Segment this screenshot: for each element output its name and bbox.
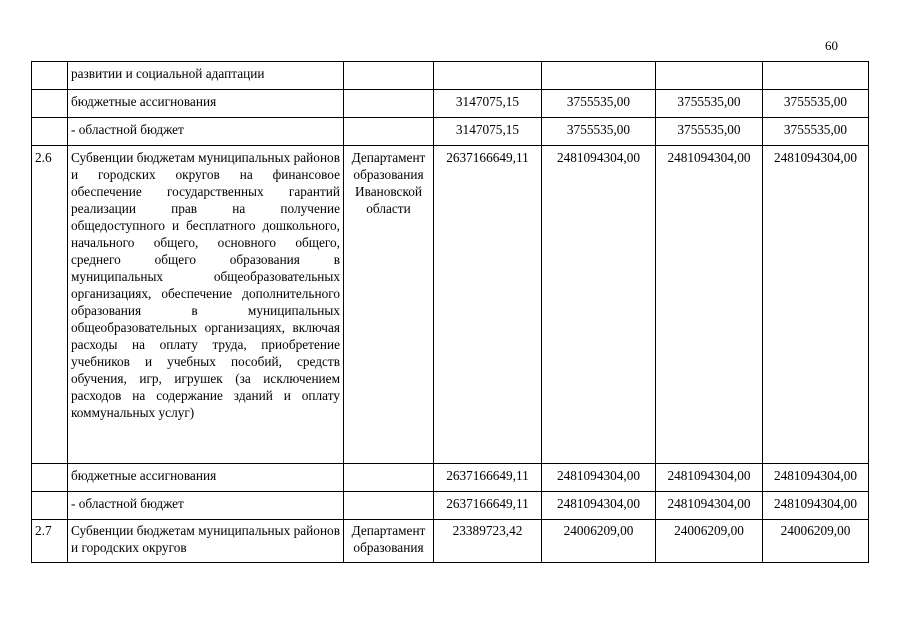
row-value-cell: 24006209,00 <box>542 520 656 563</box>
row-value-cell: 2481094304,00 <box>656 492 763 520</box>
row-value-cell: 3755535,00 <box>763 118 869 146</box>
table-row <box>32 492 869 520</box>
row-value-cell: 3147075,15 <box>434 90 542 118</box>
row-name-cell: Субвенции бюджетам муниципальных районов и городских округов <box>68 520 344 563</box>
row-value-cell: 2481094304,00 <box>656 146 763 464</box>
row-value-cell <box>434 62 542 90</box>
table-row <box>32 62 869 90</box>
row-executor-cell: Департамент образования <box>344 520 434 563</box>
row-value-cell: 2481094304,00 <box>656 464 763 492</box>
row-number-cell <box>32 62 68 90</box>
table-row <box>32 520 869 563</box>
row-executor-cell: Департамент образования Ивановской области <box>344 146 434 464</box>
row-executor-cell <box>344 464 434 492</box>
row-executor-cell <box>344 492 434 520</box>
row-executor-cell <box>344 62 434 90</box>
row-value-cell: 3755535,00 <box>763 90 869 118</box>
row-number-cell: 2.7 <box>32 520 68 563</box>
table-row <box>32 146 869 464</box>
page-number: 60 <box>825 38 838 53</box>
row-value-cell: 2481094304,00 <box>763 464 869 492</box>
row-value-cell: 2481094304,00 <box>763 146 869 464</box>
row-value-cell: 3755535,00 <box>656 118 763 146</box>
row-value-cell: 2481094304,00 <box>542 146 656 464</box>
row-value-cell <box>763 62 869 90</box>
row-number-cell: 2.6 <box>32 146 68 464</box>
table-row <box>32 90 869 118</box>
row-value-cell: 24006209,00 <box>763 520 869 563</box>
row-executor-cell <box>344 118 434 146</box>
row-number-cell <box>32 118 68 146</box>
row-value-cell: 3147075,15 <box>434 118 542 146</box>
row-value-cell: 2637166649,11 <box>434 492 542 520</box>
row-executor-cell <box>344 90 434 118</box>
row-value-cell: 2637166649,11 <box>434 464 542 492</box>
row-number-cell <box>32 492 68 520</box>
row-name-cell: - областной бюджет <box>68 118 344 146</box>
row-number-cell <box>32 90 68 118</box>
row-value-cell: 3755535,00 <box>542 118 656 146</box>
row-value-cell: 2637166649,11 <box>434 146 542 464</box>
table-row <box>32 464 869 492</box>
row-name-cell: - областной бюджет <box>68 492 344 520</box>
row-number-cell <box>32 464 68 492</box>
row-name-cell: бюджетные ассигнования <box>68 464 344 492</box>
row-value-cell: 23389723,42 <box>434 520 542 563</box>
row-value-cell: 2481094304,00 <box>763 492 869 520</box>
budget-table <box>31 61 869 563</box>
row-value-cell: 2481094304,00 <box>542 464 656 492</box>
row-value-cell: 24006209,00 <box>656 520 763 563</box>
row-value-cell: 3755535,00 <box>542 90 656 118</box>
row-name-cell: развитии и социальной адаптации <box>68 62 344 90</box>
row-name-cell: бюджетные ассигнования <box>68 90 344 118</box>
row-name-cell: Субвенции бюджетам муниципальных районов и городских округов на финансовое обеспечение государственных гарантий реализации прав на получение общедоступного и бесплатного дошкольного, начального общего, основного общего, среднего общего образования в муниципальных общеобразовательных организациях, обеспечение дополнительного образования в муниципальных общеобразовательных организациях, включая расходы на оплату труда, приобретение учебников и учебных пособий, средств обучения, игр, игрушек (за исключением расходов на содержание зданий и оплату коммунальных услуг) <box>68 146 344 464</box>
row-value-cell: 2481094304,00 <box>542 492 656 520</box>
row-value-cell <box>656 62 763 90</box>
row-value-cell: 3755535,00 <box>656 90 763 118</box>
row-value-cell <box>542 62 656 90</box>
table-row <box>32 118 869 146</box>
